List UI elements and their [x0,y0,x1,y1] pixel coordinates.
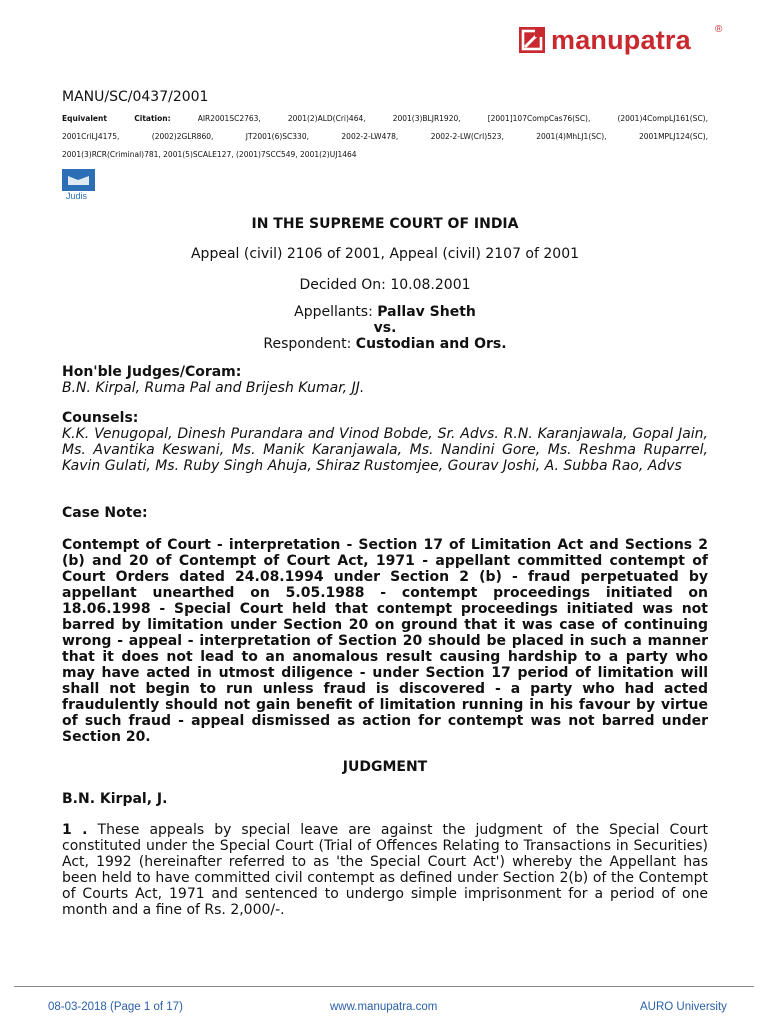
paragraph-text: These appeals by special leave are against the judgment of the Special Court constituted under the Special Court (Trial of Offences Relating to Transactions in Securities) Act, 1992 (hereinafter referred to as 'the Special Court Act') whereby the Appellant has been held to have committed civil contempt as defined under Section 2(b) of the Contempt of Courts Act, 1971 and sentenced to undergo simple imprisonment for a period of one month and a fine of Rs. 2,000/-. [62,822,709,918]
appeal-numbers: Appeal (civil) 2106 of 2001, Appeal (civil) 2107 of 2001 [190,246,580,262]
counsels-text: K.K. Venugopal, Dinesh Purandara and Vinod Bobde, Sr. Advs. R.N. Karanjawala, Gopal Jain, Ms. Avantika Keswani, Ms. Manik Karanjawala, Ms. Nandini Gore, Ms. Reshma Ruparrel, Kavin Gulati, Ms. Ruby Singh Ahuja, Shiraz Rustomjee, Gourav Joshi, A. Subba Rao, Advs [62,426,708,474]
manu-citation-id: MANU/SC/0437/2001 [62,89,209,105]
counsels-heading: Counsels: [62,410,139,426]
citation-label: Equivalent Citation: [62,114,171,123]
manupatra-logo-icon [519,27,545,53]
respondent-label: Respondent: [263,336,352,352]
footer-website-link[interactable]: www.manupatra.com [330,1001,438,1013]
judis-label: Judis [66,191,88,201]
counsels-section [62,410,708,474]
judgment-paragraph-1 [62,822,708,918]
decided-date: Decided On: 10.08.2001 [299,277,471,293]
coram-section [62,364,708,396]
case-note-text: Contempt of Court - interpretation - Section 17 of Limitation Act and Sections 2 (b) and 20 of Contempt of Court Act, 1971 - appellant committed contempt of Court Orders dated 24.08.1994 under Section 2 (b) - fraud perpetuated by appellant unearthed on 5.05.1988 - contempt proceedings initiated on 18.06.1998 - Special Court held that contempt proceedings initiated was not barred by limitation under Section 20 on ground that it was case of continuing wrong - appeal - interpretation of Section 20 should be placed in such a manner that it does not lead to an anomalous result causing hardship to a party who may have acted in utmost diligence - under Section 17 period of limitation will shall not begin to run unless fraud is discovered - a party who had acted fraudulently should not gain benefit of limitation running in his favour by virtue of such fraud - appeal dismissed as action for contempt was not barred under Section 20. [62,537,708,745]
footer-page-info: 08-03-2018 (Page 1 of 17) [48,1001,183,1013]
citation-line-3: 2001(3)RCR(Criminal)781, 2001(5)SCALE127, (2001)7SCC549, 2001(2)UJ1464 [62,150,357,159]
parties [62,304,708,352]
judis-icon [62,169,95,202]
coram-judges: B.N. Kirpal, Ruma Pal and Brijesh Kumar, JJ. [62,380,365,396]
footer-institution: AURO University [640,1001,727,1013]
coram-heading: Hon'ble Judges/Coram: [62,364,242,380]
appellants-name: Pallav Sheth [377,304,476,320]
judgment-author: B.N. Kirpal, J. [62,791,168,807]
footer-divider [14,986,754,987]
judgment-heading: JUDGMENT [342,759,428,775]
citation-line-2: 2001CriLJ4175, (2002)2GLR860, JT2001(6)SC330, 2002-2-LW478, 2002-2-LW(Crl)523, 2001(4)MhLJ1(SC), 2001MPLJ124(SC), [62,132,708,141]
court-name: IN THE SUPREME COURT OF INDIA [251,216,519,232]
registered-mark: ® [715,24,723,35]
equivalent-citation [62,110,708,164]
paragraph-number: 1 . [62,822,88,838]
respondent-name: Custodian and Ors. [355,336,507,352]
versus: vs. [373,320,397,336]
manupatra-logo [519,24,731,60]
case-note-heading: Case Note: [62,505,148,521]
logo-wordmark: manupatra [551,25,691,55]
citation-line-1: Equivalent Citation: AIR2001SC2763, 2001(2)ALD(Cri)464, 2001(3)BLJR1920, [2001]107CompCas76(SC), (2001)4CompLJ161(SC), [62,114,708,123]
appellants-label: Appellants: [294,304,373,320]
